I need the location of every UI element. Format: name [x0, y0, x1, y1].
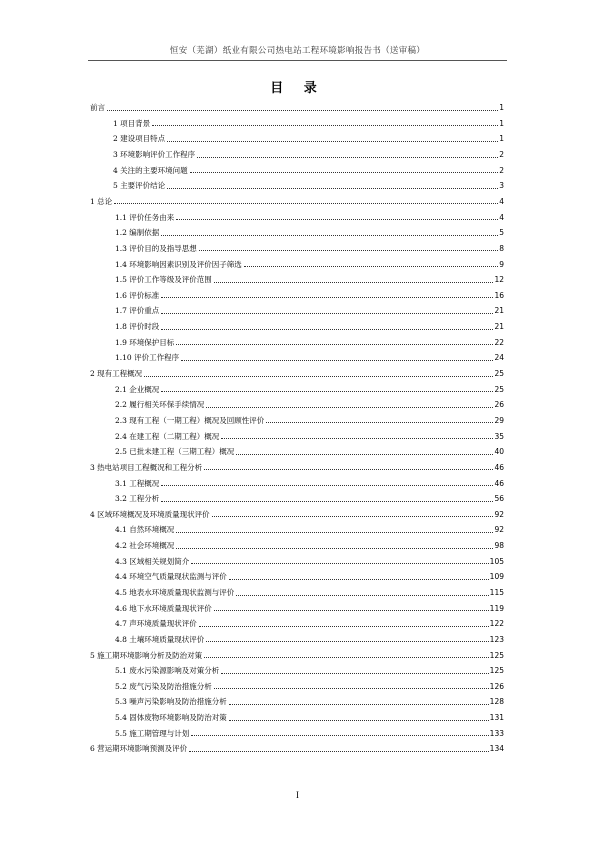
toc-entry-label: 2.4 在建工程（二期工程）概况 — [115, 431, 220, 441]
toc-entry-label: 1.5 评价工作等级及评价范围 — [115, 275, 212, 285]
toc-entry-page: 105 — [489, 556, 504, 566]
toc-entry-page: 98 — [494, 541, 504, 551]
toc-entry-label: 1.9 环境保护目标 — [115, 337, 175, 347]
toc-entry-page: 4 — [499, 196, 504, 206]
toc-entry[interactable] — [90, 174, 504, 190]
dot-leader — [161, 329, 493, 330]
toc-entry[interactable] — [90, 393, 504, 409]
dot-leader — [191, 735, 488, 736]
toc-entry-label: 4.3 区域相关规划简介 — [115, 556, 190, 566]
toc-entry-label: 5.3 噪声污染影响及防治措施分析 — [115, 697, 227, 707]
toc-entry-page: 9 — [499, 259, 504, 269]
dot-leader — [229, 704, 489, 705]
toc-entry-page: 40 — [494, 447, 504, 457]
running-header: 恒安（芜湖）纸业有限公司热电站工程环境影响报告书（送审稿） — [169, 46, 426, 56]
toc-entry-page: 21 — [494, 306, 504, 316]
dot-leader — [266, 422, 493, 423]
toc-entry-page: 12 — [494, 275, 504, 285]
toc-entry-page: 35 — [494, 431, 504, 441]
toc-entry[interactable] — [90, 628, 504, 644]
toc-entry-label: 1 项目背景 — [113, 118, 151, 128]
toc-entry-page: 2 — [499, 165, 504, 175]
toc-entry-page: 2 — [499, 150, 504, 160]
toc-entry-label: 1.4 环境影响因素识别及评价因子筛选 — [115, 259, 242, 269]
toc-entry[interactable] — [90, 378, 504, 394]
toc-entry[interactable] — [90, 643, 504, 659]
toc-entry-page: 16 — [494, 290, 504, 300]
dot-leader — [167, 188, 498, 189]
dot-leader — [199, 250, 498, 251]
dot-leader — [214, 610, 489, 611]
toc-entry[interactable] — [90, 550, 504, 566]
toc-entry[interactable] — [90, 612, 504, 628]
toc-entry-page: 24 — [494, 353, 504, 363]
toc-entry-page: 109 — [489, 572, 504, 582]
toc-entry[interactable] — [90, 690, 504, 706]
toc-entry-label: 1.7 评价重点 — [115, 306, 160, 316]
toc-entry[interactable] — [90, 284, 504, 300]
toc-entry[interactable] — [90, 456, 504, 472]
dot-leader — [236, 595, 488, 596]
toc-entry[interactable] — [90, 346, 504, 362]
toc-entry-label: 4.7 声环境质量现状评价 — [115, 619, 197, 629]
toc-entry-label: 4.6 地下水环境质量现状评价 — [115, 603, 212, 613]
dot-leader — [161, 235, 498, 236]
dot-leader — [161, 391, 493, 392]
dot-leader — [244, 266, 498, 267]
toc-title: 目 录 — [270, 81, 325, 96]
toc-entry-page: 125 — [489, 666, 504, 676]
dot-leader — [221, 673, 488, 674]
toc-entry-page: 46 — [494, 478, 504, 488]
dot-leader — [181, 360, 493, 361]
toc-entry[interactable] — [90, 315, 504, 331]
dot-leader — [161, 297, 493, 298]
toc-entry-label: 2 现有工程概况 — [90, 369, 143, 379]
dot-leader — [229, 579, 489, 580]
toc-entry-label: 2.2 履行相关环保手续情况 — [115, 400, 205, 410]
dot-leader — [144, 376, 493, 377]
toc-entry[interactable] — [90, 659, 504, 675]
toc-entry-label: 5.2 废气污染及防治措施分析 — [115, 681, 212, 691]
page-number: I — [296, 790, 299, 800]
toc-entry-page: 25 — [494, 384, 504, 394]
toc-entry-label: 4 区域环境概况及环境质量现状评价 — [90, 509, 210, 519]
toc-entry[interactable] — [90, 205, 504, 221]
toc-entry[interactable] — [90, 471, 504, 487]
dot-leader — [214, 282, 494, 283]
dot-leader — [189, 751, 489, 752]
toc-entry-label: 4.1 自然环境概况 — [115, 525, 175, 535]
toc-entry-page: 5 — [499, 228, 504, 238]
toc-entry-page: 122 — [489, 619, 504, 629]
toc-entry[interactable] — [90, 737, 504, 753]
dot-leader — [214, 688, 489, 689]
toc-entry[interactable] — [90, 503, 504, 519]
toc-entry-page: 56 — [494, 494, 504, 504]
dot-leader — [204, 469, 493, 470]
toc-entry-page: 115 — [489, 588, 504, 597]
toc-entry[interactable] — [90, 237, 504, 253]
toc-entry-label: 2.5 已批未建工程（三期工程）概况 — [115, 447, 235, 457]
toc-entry[interactable] — [90, 597, 504, 613]
toc-entry-label: 6 营运期环境影响预测及评价 — [90, 744, 188, 754]
toc-entry-label: 1.10 评价工作程序 — [115, 353, 180, 363]
toc-entry[interactable] — [90, 143, 504, 159]
dot-leader — [204, 657, 489, 658]
dot-leader — [107, 110, 498, 111]
toc-entry-page: 126 — [489, 681, 504, 691]
toc-entry-label: 5.4 固体废物环境影响及防治对策 — [115, 713, 227, 723]
toc-entry[interactable] — [90, 112, 504, 128]
toc-entry-page: 131 — [489, 713, 504, 723]
toc-entry[interactable] — [90, 96, 504, 112]
dot-leader — [229, 720, 489, 721]
toc-entry-label: 3.1 工程概况 — [115, 478, 160, 488]
toc-entry-label: 4.4 环境空气质量现状监测与评价 — [115, 572, 227, 582]
toc-entry-page: 123 — [489, 634, 504, 644]
toc-entry-label: 4.8 土壤环境质量现状评价 — [115, 634, 205, 644]
dot-leader — [191, 563, 488, 564]
toc-entry[interactable] — [90, 268, 504, 284]
toc-entry-label: 5.1 废水污染源影响及对策分析 — [115, 666, 220, 676]
dot-leader — [114, 203, 498, 204]
dot-leader — [190, 172, 499, 173]
toc-entry-page: 1 — [499, 118, 504, 128]
toc-entry[interactable] — [90, 299, 504, 315]
toc-entry-label: 5.5 施工期管理与计划 — [115, 728, 190, 738]
toc-entry-page: 21 — [494, 322, 504, 332]
toc-entry[interactable] — [90, 190, 504, 206]
dot-leader — [221, 438, 493, 439]
toc-entry[interactable] — [90, 362, 504, 378]
toc-entry[interactable] — [90, 252, 504, 268]
toc-entry[interactable] — [90, 675, 504, 691]
toc-entry[interactable] — [90, 534, 504, 550]
dot-leader — [176, 219, 498, 220]
toc-entry-label: 1.1 评价任务由来 — [115, 212, 175, 222]
toc-entry-page: 134 — [489, 744, 504, 754]
toc-entry-page: 92 — [494, 525, 504, 535]
toc-entry[interactable] — [90, 518, 504, 534]
dot-leader — [176, 344, 493, 345]
toc-entry-page: 8 — [499, 243, 504, 253]
toc-entry[interactable] — [90, 565, 504, 581]
toc-entry-label: 5 施工期环境影响分析及防治对策 — [90, 650, 203, 660]
toc-entry[interactable] — [90, 409, 504, 425]
toc-entry-page: 119 — [489, 603, 504, 613]
toc-entry[interactable] — [90, 424, 504, 440]
toc-entry-page: 1 — [499, 103, 504, 113]
toc-entry-label: 1 总论 — [90, 196, 113, 206]
toc-entry[interactable] — [90, 331, 504, 347]
toc-entry-page: 125 — [489, 650, 504, 660]
dot-leader — [161, 501, 493, 502]
dot-leader — [197, 157, 498, 158]
toc-entry-page: 128 — [489, 697, 504, 707]
toc-entry-page: 1 — [499, 134, 504, 144]
toc-entry-page: 133 — [489, 728, 504, 738]
toc-entry-label: 1.8 评价时段 — [115, 322, 160, 332]
toc-entry-label: 4.5 地表水环境质量现状监测与评价 — [115, 588, 235, 597]
toc-entry-label: 2.3 现有工程（一期工程）概况及回顾性评价 — [115, 415, 265, 425]
toc-entry-label: 3.2 工程分析 — [115, 494, 160, 504]
toc-entry-label: 1.2 编制依据 — [115, 228, 160, 238]
dot-leader — [206, 407, 493, 408]
dot-leader — [236, 454, 493, 455]
toc-entry-label: 1.3 评价目的及指导思想 — [115, 243, 197, 253]
toc-entry-label: 1.6 评价标准 — [115, 290, 160, 300]
toc-entry-label: 3 环境影响评价工作程序 — [113, 150, 196, 160]
dot-leader — [161, 485, 493, 486]
table-of-contents — [90, 96, 504, 753]
toc-entry-page: 92 — [494, 509, 504, 519]
toc-entry-page: 46 — [494, 462, 504, 472]
toc-entry-page: 25 — [494, 369, 504, 379]
dot-leader — [176, 548, 493, 549]
toc-entry-page: 3 — [499, 181, 504, 191]
toc-entry-page: 4 — [499, 212, 504, 222]
toc-entry-label: 前言 — [90, 103, 105, 113]
toc-entry-label: 2.1 企业概况 — [115, 384, 160, 394]
toc-entry[interactable] — [90, 159, 504, 175]
toc-entry[interactable] — [90, 440, 504, 456]
header-rule — [88, 60, 507, 61]
toc-entry[interactable] — [90, 722, 504, 738]
toc-entry-page: 22 — [494, 337, 504, 347]
dot-leader — [199, 626, 489, 627]
dot-leader — [176, 532, 493, 533]
toc-entry-label: 3 热电站项目工程概况和工程分析 — [90, 462, 203, 472]
dot-leader — [167, 141, 498, 142]
toc-entry[interactable] — [90, 487, 504, 503]
toc-entry-label: 4.2 社会环境概况 — [115, 541, 175, 551]
toc-entry[interactable] — [90, 581, 504, 597]
dot-leader — [206, 641, 488, 642]
toc-entry-label: 5 主要评价结论 — [113, 181, 166, 191]
toc-entry-page: 26 — [494, 400, 504, 410]
toc-entry[interactable] — [90, 127, 504, 143]
dot-leader — [152, 125, 498, 126]
toc-entry[interactable] — [90, 221, 504, 237]
dot-leader — [212, 516, 494, 517]
toc-entry-label: 4 关注的主要环境问题 — [113, 165, 188, 175]
toc-entry[interactable] — [90, 706, 504, 722]
toc-entry-label: 2 建设项目特点 — [113, 134, 166, 144]
toc-entry-page: 29 — [494, 415, 504, 425]
dot-leader — [161, 313, 493, 314]
